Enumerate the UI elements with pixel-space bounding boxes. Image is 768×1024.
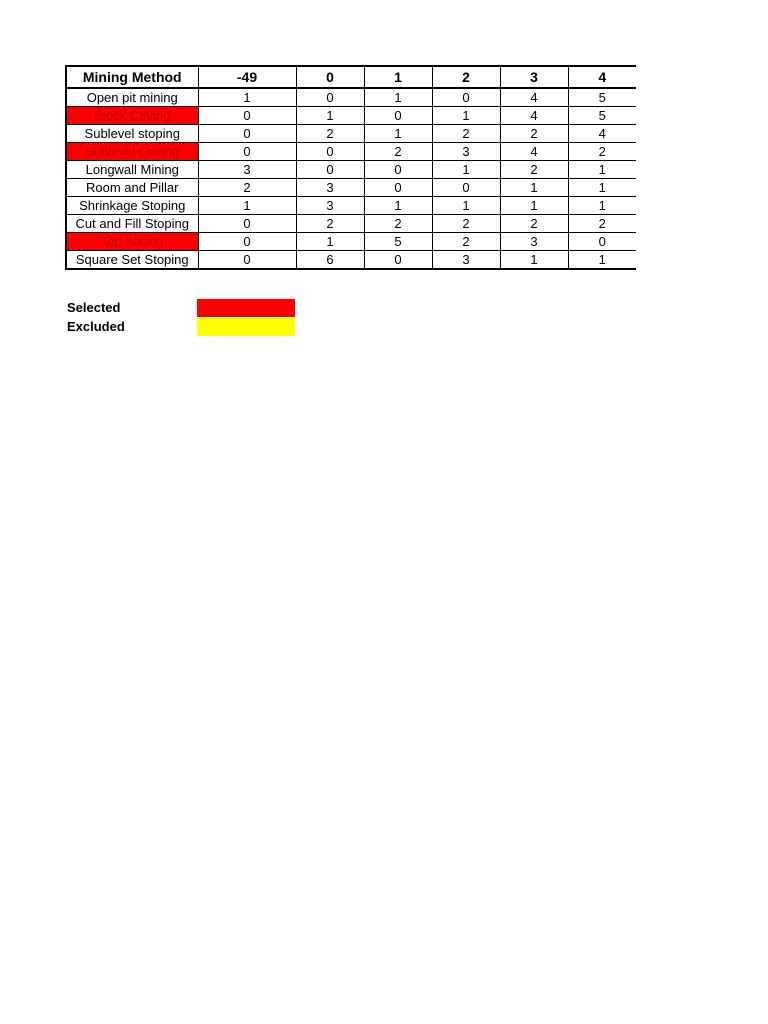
score-cell[interactable]: 3	[432, 251, 500, 270]
mining-method-cell[interactable]: Cut and Fill Stoping	[66, 215, 198, 233]
score-cell[interactable]: 0	[296, 88, 364, 107]
mining-method-cell[interactable]: Sublevel Caving	[66, 143, 198, 161]
score-cell[interactable]: 1	[568, 251, 636, 270]
score-cell[interactable]: 0	[198, 233, 296, 251]
score-cell[interactable]: 2	[432, 125, 500, 143]
score-cell[interactable]: 5	[568, 107, 636, 125]
mining-method-cell[interactable]: Room and Pillar	[66, 179, 198, 197]
score-cell[interactable]: 1	[432, 197, 500, 215]
score-cell[interactable]: 0	[198, 143, 296, 161]
score-cell[interactable]: 2	[568, 215, 636, 233]
score-cell[interactable]: 4	[500, 88, 568, 107]
score-cell[interactable]: 0	[198, 125, 296, 143]
score-cell[interactable]: 2	[432, 233, 500, 251]
score-cell[interactable]: 2	[500, 125, 568, 143]
score-cell[interactable]: 4	[568, 125, 636, 143]
mining-method-cell[interactable]: Top Slicing	[66, 233, 198, 251]
score-cell[interactable]: 1	[198, 197, 296, 215]
table-row	[66, 143, 636, 161]
header-col-4[interactable]: 4	[568, 66, 636, 88]
score-cell[interactable]: 2	[568, 143, 636, 161]
score-cell[interactable]: 3	[500, 233, 568, 251]
score-cell[interactable]: 0	[198, 215, 296, 233]
score-cell[interactable]: 1	[296, 233, 364, 251]
mining-method-cell[interactable]: Block Caving	[66, 107, 198, 125]
header-col-1[interactable]: 1	[364, 66, 432, 88]
score-cell[interactable]: 3	[432, 143, 500, 161]
score-cell[interactable]: 2	[364, 215, 432, 233]
score-cell[interactable]: 0	[364, 161, 432, 179]
score-cell[interactable]: 1	[500, 251, 568, 270]
legend-excluded-label: Excluded	[67, 319, 125, 334]
score-cell[interactable]: 2	[364, 143, 432, 161]
header-col-3[interactable]: 3	[500, 66, 568, 88]
header-mining-method[interactable]: Mining Method	[66, 66, 198, 88]
table-row	[66, 179, 636, 197]
score-cell[interactable]: 0	[198, 251, 296, 270]
mining-method-table	[65, 65, 636, 270]
header-col-0[interactable]: 0	[296, 66, 364, 88]
score-cell[interactable]: 1	[364, 197, 432, 215]
score-cell[interactable]: 0	[296, 143, 364, 161]
score-cell[interactable]: 1	[568, 179, 636, 197]
score-cell[interactable]: 0	[198, 107, 296, 125]
score-cell[interactable]: 1	[364, 125, 432, 143]
score-cell[interactable]: 1	[500, 179, 568, 197]
score-cell[interactable]: 3	[296, 197, 364, 215]
score-cell[interactable]: 0	[364, 179, 432, 197]
score-cell[interactable]: 0	[432, 179, 500, 197]
mining-method-cell[interactable]: Square Set Stoping	[66, 251, 198, 270]
header-col-2[interactable]: 2	[432, 66, 500, 88]
score-cell[interactable]: 0	[364, 107, 432, 125]
score-cell[interactable]: 4	[500, 107, 568, 125]
score-cell[interactable]: 1	[296, 107, 364, 125]
table-row	[66, 251, 636, 270]
table-row	[66, 107, 636, 125]
score-cell[interactable]: 2	[432, 215, 500, 233]
score-cell[interactable]: 1	[500, 197, 568, 215]
score-cell[interactable]: 2	[500, 215, 568, 233]
mining-method-cell[interactable]: Shrinkage Stoping	[66, 197, 198, 215]
score-cell[interactable]: 1	[364, 88, 432, 107]
score-cell[interactable]: 2	[296, 125, 364, 143]
score-cell[interactable]: 2	[296, 215, 364, 233]
legend-selected-label: Selected	[67, 300, 121, 315]
score-cell[interactable]: 5	[364, 233, 432, 251]
score-cell[interactable]: 1	[568, 161, 636, 179]
score-cell[interactable]: 0	[364, 251, 432, 270]
legend-excluded-swatch	[197, 318, 295, 336]
table-row	[66, 233, 636, 251]
table-body	[66, 88, 636, 269]
score-cell[interactable]: 1	[432, 107, 500, 125]
table-row	[66, 215, 636, 233]
table-header-row	[66, 66, 636, 88]
score-cell[interactable]: 2	[198, 179, 296, 197]
score-cell[interactable]: 4	[500, 143, 568, 161]
score-cell[interactable]: 3	[296, 179, 364, 197]
mining-method-cell[interactable]: Sublevel stoping	[66, 125, 198, 143]
table-row	[66, 197, 636, 215]
score-cell[interactable]: 5	[568, 88, 636, 107]
mining-method-cell[interactable]: Open pit mining	[66, 88, 198, 107]
table-row	[66, 161, 636, 179]
legend-selected-swatch	[197, 299, 295, 317]
score-cell[interactable]: 0	[296, 161, 364, 179]
score-cell[interactable]: 2	[500, 161, 568, 179]
score-cell[interactable]: 0	[568, 233, 636, 251]
mining-method-cell[interactable]: Longwall Mining	[66, 161, 198, 179]
score-cell[interactable]: 6	[296, 251, 364, 270]
score-cell[interactable]: 3	[198, 161, 296, 179]
table-row	[66, 125, 636, 143]
score-cell[interactable]: 1	[432, 161, 500, 179]
score-cell[interactable]: 0	[432, 88, 500, 107]
score-cell[interactable]: 1	[568, 197, 636, 215]
score-cell[interactable]: 1	[198, 88, 296, 107]
header-col-neg49[interactable]: -49	[198, 66, 296, 88]
table-row	[66, 88, 636, 107]
